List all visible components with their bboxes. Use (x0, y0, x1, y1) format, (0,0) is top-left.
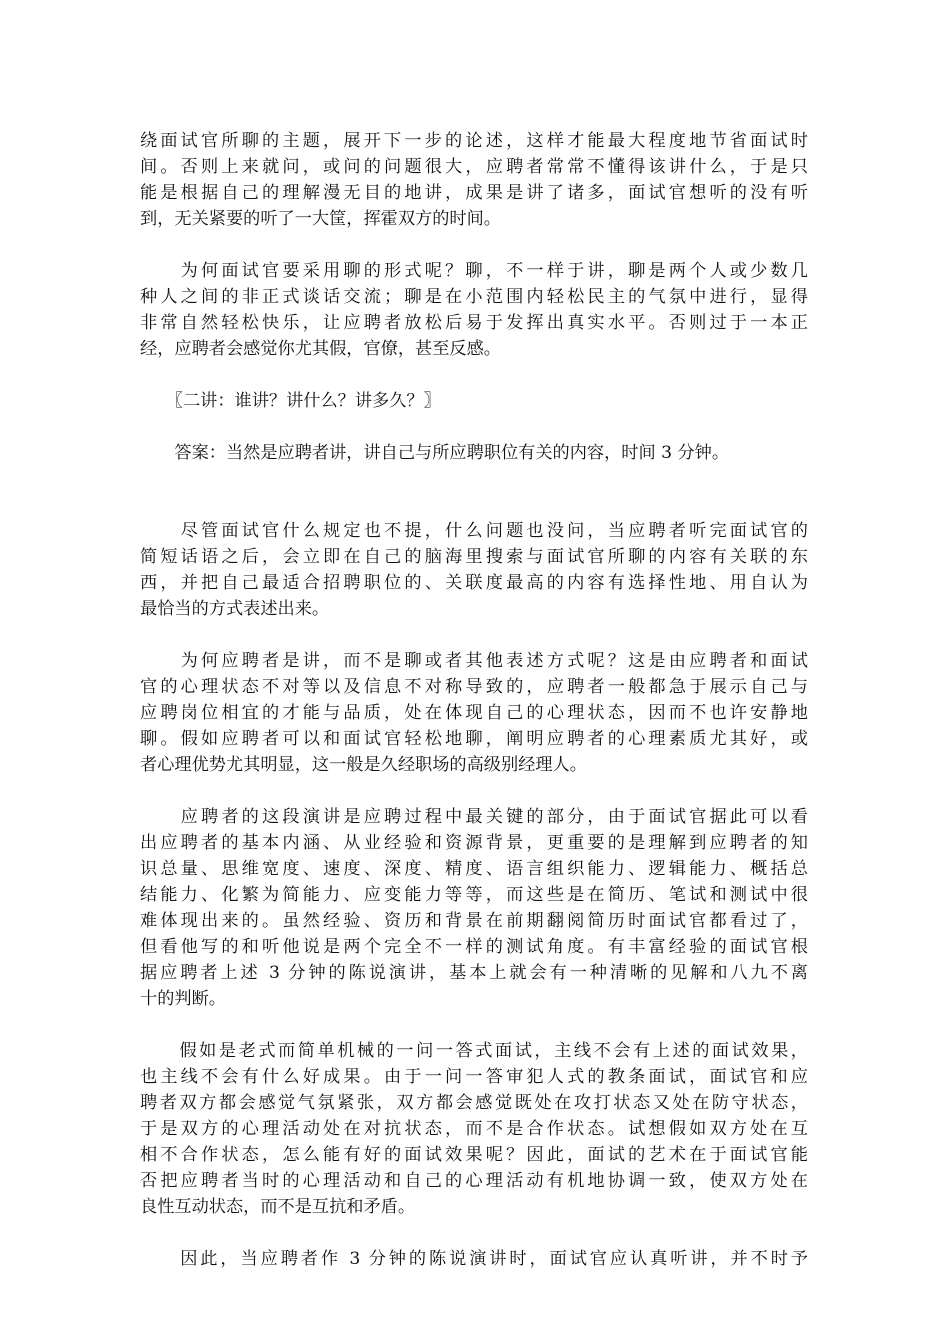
text-line: 应聘者的这段演讲是应聘过程中最关键的部分，由于面试官据此可以看 (140, 807, 808, 827)
text-line: 也主线不会有什么好成果。由于一问一答审犯人式的教条面试，面试官和应 (140, 1067, 808, 1087)
text-line: 聊。假如应聘者可以和面试官轻松地聊，阐明应聘者的心理素质尤其好，或 (140, 729, 808, 749)
text-line: 尽管面试官什么规定也不提，什么问题也没问，当应聘者听完面试官的 (140, 521, 808, 541)
text-line: 绕面试官所聊的主题，展开下一步的论述，这样才能最大程度地节省面试时 (140, 131, 808, 151)
text-line: 结能力、化繁为简能力、应变能力等等，而这些是在简历、笔试和测试中很 (140, 885, 808, 905)
section-heading-text: 〖二讲：谁讲？讲什么？讲多久？〗 (140, 391, 441, 411)
text-line: 非常自然轻松快乐，让应聘者放松后易于发挥出真实水平。否则过于一本正 (140, 313, 808, 333)
text-line: 种人之间的非正式谈话交流；聊是在小范围内轻松民主的气氛中进行，显得 (140, 287, 808, 307)
text-line: 官的心理状态不对等以及信息不对称导致的，应聘者一般都急于展示自己与 (140, 677, 808, 697)
text-line: 为何应聘者是讲，而不是聊或者其他表述方式呢？这是由应聘者和面试 (140, 651, 808, 671)
text-line: 应聘岗位相宜的才能与品质，处在体现自己的心理状态，因而不也许安静地 (140, 703, 808, 723)
paragraph-4 (140, 648, 808, 778)
text-line: 识总量、思维宽度、速度、深度、精度、语言组织能力、逻辑能力、概括总 (140, 859, 808, 879)
text-line: 西，并把自己最适合招聘职位的、关联度最高的内容有选择性地、用自认为 (140, 573, 808, 593)
text-line: 最恰当的方式表述出来。 (140, 599, 330, 619)
text-line: 据应聘者上述 3 分钟的陈说演讲，基本上就会有一种清晰的见解和八九不离 (140, 963, 808, 983)
paragraph-7 (140, 1246, 808, 1272)
text-line: 间。否则上来就问，或问的问题很大，应聘者常常不懂得该讲什么，于是只 (140, 157, 808, 177)
text-line: 出应聘者的基本内涵、从业经验和资源背景，更重要的是理解到应聘者的知 (140, 833, 808, 853)
text-line: 能是根据自己的理解漫无目的地讲，成果是讲了诸多，面试官想听的没有听 (140, 183, 808, 203)
section-heading (140, 388, 808, 414)
text-line: 相不合作状态，怎么能有好的面试效果呢？因此，面试的艺术在于面试官能 (140, 1145, 808, 1165)
text-line: 难体现出来的。虽然经验、资历和背景在前期翻阅简历时面试官都看过了， (140, 911, 808, 931)
text-line: 答案：当然是应聘者讲，讲自己与所应聘职位有关的内容，时间 3 分钟。 (140, 443, 730, 463)
text-line: 因此，当应聘者作 3 分钟的陈说演讲时，面试官应认真听讲，并不时予 (140, 1249, 808, 1269)
paragraph-5 (140, 804, 808, 1012)
text-line: 到，无关紧要的听了一大筐，挥霍双方的时间。 (140, 209, 501, 229)
text-line: 否把应聘者当时的心理活动和自己的心理活动有机地协调一致，使双方处在 (140, 1171, 808, 1191)
paragraph-2 (140, 258, 808, 362)
text-line: 但看他写的和听他说是两个完全不一样的测试角度。有丰富经验的面试官根 (140, 937, 808, 957)
text-line: 简短话语之后，会立即在自己的脑海里搜索与面试官所聊的内容有关联的东 (140, 547, 808, 567)
text-line: 良性互动状态，而不是互抗和矛盾。 (140, 1197, 416, 1217)
text-line: 聘者双方都会感觉气氛紧张，双方都会感觉既处在攻打状态又处在防守状态， (140, 1093, 808, 1113)
text-line: 为何面试官要采用聊的形式呢？聊，不一样于讲，聊是两个人或少数几 (140, 261, 808, 281)
paragraph-1 (140, 128, 808, 232)
text-line: 经，应聘者会感觉你尤其假，官僚，甚至反感。 (140, 339, 501, 359)
text-line: 假如是老式而简单机械的一问一答式面试，主线不会有上述的面试效果， (140, 1041, 808, 1061)
text-line: 十的判断。 (140, 989, 226, 1009)
paragraph-6 (140, 1038, 808, 1220)
paragraph-3 (140, 518, 808, 622)
text-line: 于是双方的心理活动处在对抗状态，而不是合作状态。试想假如双方处在互 (140, 1119, 808, 1139)
document-body (140, 128, 808, 1298)
text-line: 者心理优势尤其明显，这一般是久经职场的高级别经理人。 (140, 755, 587, 775)
paragraph-answer (140, 440, 808, 466)
